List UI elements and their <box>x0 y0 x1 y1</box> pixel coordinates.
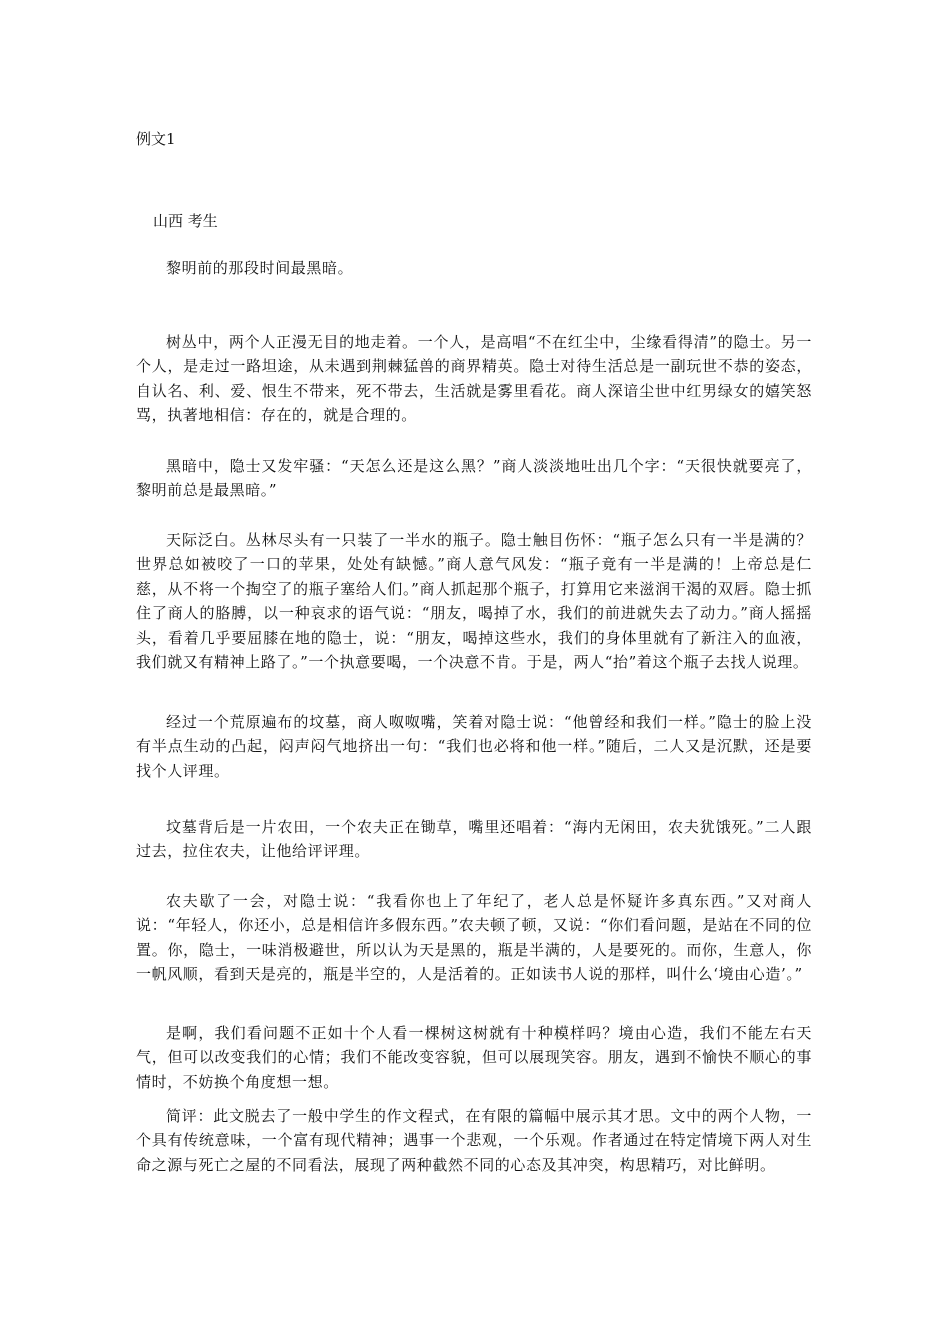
paragraph: 黎明前的那段时间最黑暗。 <box>166 259 354 277</box>
paragraph: 农夫歇了一会，对隐士说：“我看你也上了年纪了，老人总是怀疑许多真东西。”又对商人说：“年轻人，你还小，总是相信许多假东西。”农夫顿了顿，又说：“你们看问题，是站在不同的位置。你，隐士，一味消极避世，所以认为天是黑的，瓶是半满的，人是要死的。而你，生意人，你一帆风顺，看到天是亮的，瓶是半空的，人是活着的。正如读书人说的那样，叫什么‘境由心造’。” <box>136 892 812 984</box>
paragraph: 是啊，我们看问题不正如十个人看一棵树这树就有十种模样吗？境由心造，我们不能左右天气，但可以改变我们的心情；我们不能改变容貌，但可以展现笑容。朋友，遇到不愉快不顺心的事情时，不妨换个角度想一想。 <box>136 1024 812 1091</box>
paragraph: 经过一个荒原遍布的坟墓，商人呶呶嘴，笑着对隐士说：“他曾经和我们一样。”隐士的脸上没有半点生动的凸起，闷声闷气地挤出一句：“我们也必将和他一样。”随后，二人又是沉默，还是要找个人评理。 <box>136 713 812 780</box>
essay-heading: 例文1 <box>136 130 176 148</box>
commentary-paragraph: 简评：此文脱去了一般中学生的作文程式，在有限的篇幅中展示其才思。文中的两个人物，一个具有传统意味，一个富有现代精神；遇事一个悲观，一个乐观。作者通过在特定情境下两人对生命之源与死亡之屋的不同看法，展现了两种截然不同的心态及其冲突，构思精巧，对比鲜明。 <box>136 1107 812 1174</box>
paragraph: 天际泛白。丛林尽头有一只装了一半水的瓶子。隐士触目伤怀：“瓶子怎么只有一半是满的？世界总如被咬了一口的苹果，处处有缺憾。”商人意气风发：“瓶子竟有一半是满的！上帝总是仁慈，从不将一个掏空了的瓶子塞给人们。”商人抓起那个瓶子，打算用它来滋润干渴的双唇。隐士抓住了商人的胳膊，以一种哀求的语气说：“朋友，喝掉了水，我们的前进就失去了动力。”商人摇摇头，看着几乎要屈膝在地的隐士，说：“朋友，喝掉这些水，我们的身体里就有了新注入的血液，我们就又有精神上路了。”一个执意要喝，一个决意不肯。于是，两人“抬”着这个瓶子去找人说理。 <box>136 531 812 672</box>
paragraph: 坟墓背后是一片农田，一个农夫正在锄草，嘴里还唱着：“海内无闲田，农夫犹饿死。”二人跟过去，拉住农夫，让他给评评理。 <box>136 818 812 861</box>
paragraph: 树丛中，两个人正漫无目的地走着。一个人，是高唱“不在红尘中，尘缘看得清”的隐士。另一个人，是走过一路坦途，从未遇到荆棘猛兽的商界精英。隐士对待生活总是一副玩世不恭的姿态，自认名、利、爱、恨生不带来，死不带去，生活就是雾里看花。商人深谙尘世中红男绿女的嬉笑怒骂，执著地相信：存在的，就是合理的。 <box>136 333 812 425</box>
paragraph: 黑暗中，隐士又发牢骚：“天怎么还是这么黑？”商人淡淡地吐出几个字：“天很快就要亮了，黎明前总是最黑暗。” <box>136 457 812 500</box>
author-byline: 山西 考生 <box>153 212 218 230</box>
